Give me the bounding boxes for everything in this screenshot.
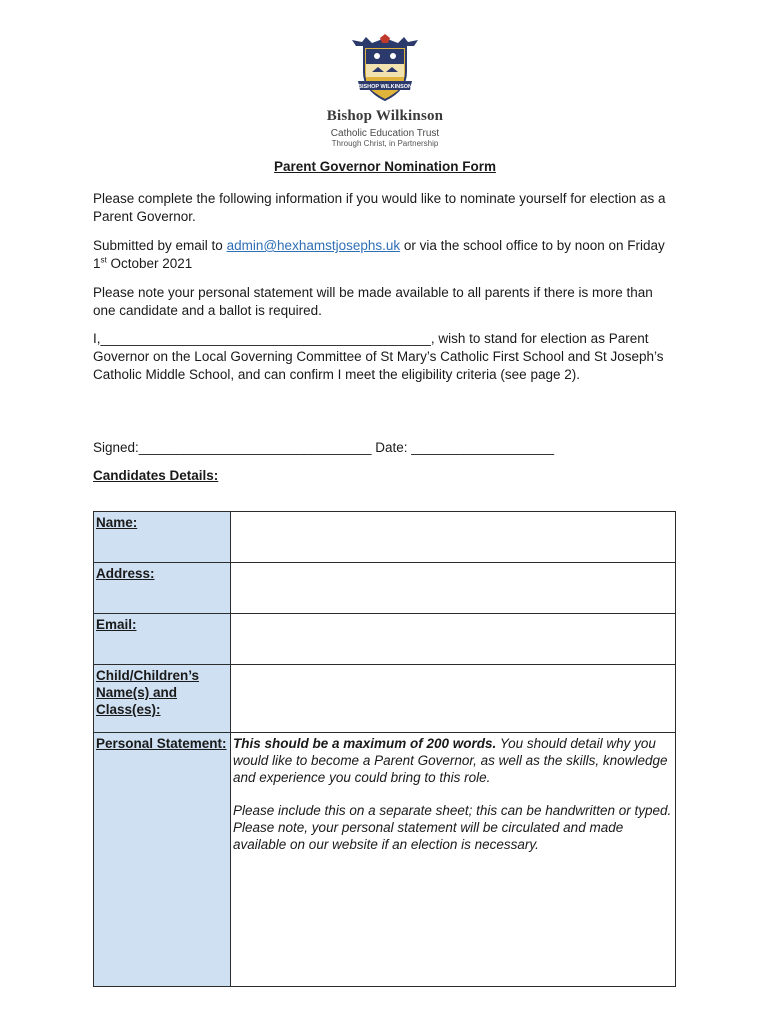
children-label: Child/Children’s Name(s) and Class(es): [94, 665, 231, 733]
submission-prefix: Submitted by email to [93, 238, 227, 253]
date-ordinal: st [100, 255, 107, 265]
table-row [94, 614, 676, 665]
address-label: Address: [94, 563, 231, 614]
personal-statement-label: Personal Statement: [94, 733, 231, 987]
signature-line: Signed:_______________________________ Date: ___________________ [93, 440, 554, 455]
personal-statement-field[interactable] [231, 733, 676, 987]
address-field[interactable] [231, 563, 676, 614]
statement-instructions [233, 735, 673, 786]
name-field[interactable] [231, 512, 676, 563]
declaration-paragraph: I,____________________________________________, wish to stand for election as Parent Governor on the Local Governing Committee of St Mary’s Catholic First School and St Joseph’s Catholic Middle School, and can confirm I meet the eligibility criteria (see page 2). [93, 331, 664, 382]
children-field[interactable] [231, 665, 676, 733]
table-row [94, 733, 676, 987]
submission-paragraph [93, 237, 678, 273]
org-name: Bishop Wilkinson [326, 108, 444, 124]
table-row [94, 665, 676, 733]
intro-paragraph: Please complete the following information if you would like to nominate yourself for election as a Parent Governor. [93, 191, 666, 224]
table-row [94, 512, 676, 563]
logo-block [0, 34, 770, 149]
email-label: Email: [94, 614, 231, 665]
submission-suffix: October 2021 [106, 256, 193, 271]
org-subtitle: Catholic Education Trust [330, 128, 440, 139]
statement-word-limit: This should be a maximum of 200 words. [233, 736, 497, 751]
crest-logo [350, 34, 420, 104]
candidate-details-table [93, 511, 676, 987]
submission-middle: or via the school office to by noon on Friday 1 [93, 238, 665, 271]
email-field[interactable] [231, 614, 676, 665]
statement-note-paragraph: Please note your personal statement will be made available to all parents if there is more than one candidate and a ballot is required. [93, 285, 653, 318]
name-label: Name: [94, 512, 231, 563]
email-link[interactable]: admin@hexhamstjosephs.uk [226, 238, 401, 253]
crest-banner-text: BISHOP WILKINSON [358, 84, 412, 90]
statement-separate-sheet-note: Please include this on a separate sheet; this can be handwritten or typed. Please note, your personal statement will be circulated and made available on our website if an election is necessary. [233, 803, 672, 852]
form-title: Parent Governor Nomination Form [273, 159, 497, 174]
statement-detail: You should detail why you would like to become a Parent Governor, as well as the skills, knowledge and experience you could bring to this role. [233, 736, 668, 785]
candidates-details-heading: Candidates Details: [93, 468, 219, 483]
table-row [94, 563, 676, 614]
org-motto: Through Christ, in Partnership [331, 139, 439, 148]
